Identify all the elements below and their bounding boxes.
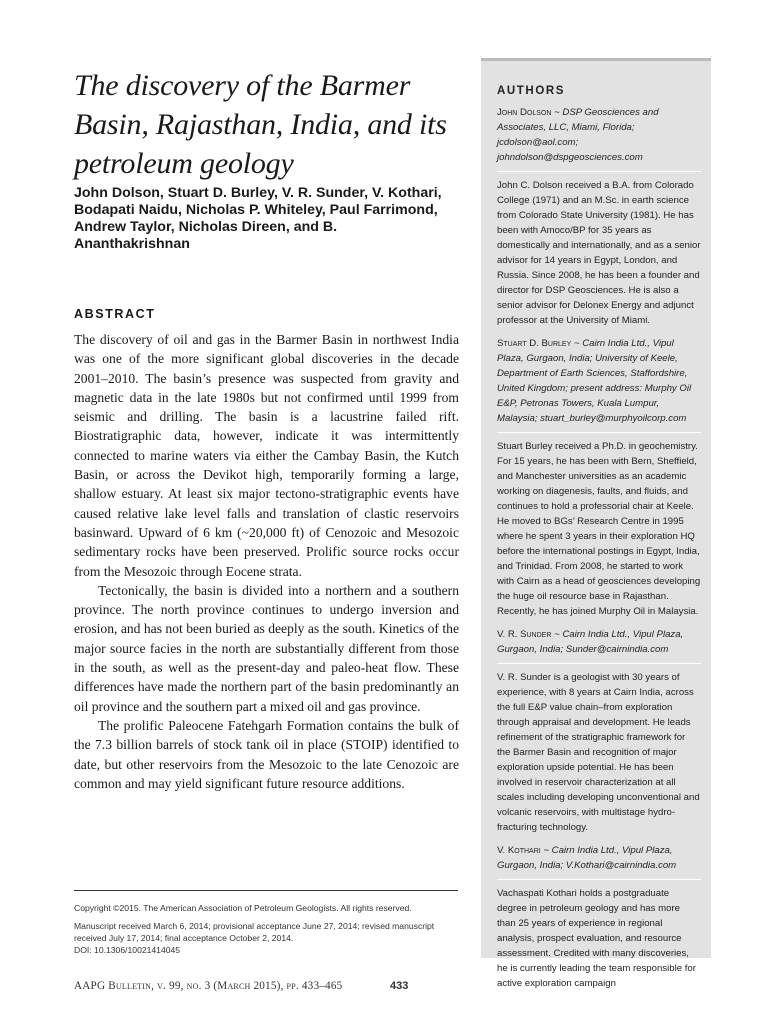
journal-citation: AAPG Bulletin, v. 99, no. 3 (March 2015), pp. 433–465 <box>74 980 343 992</box>
manuscript-history <box>74 920 464 956</box>
author-bio: Vachaspati Kothari holds a postgraduate degree in petroleum geology and has more than 25 years of experience in regional analysis, prospect evaluation, and resource assessment. Credited with many discoveries, he is currently leading the team responsible for active exploration campaign <box>497 888 696 989</box>
abstract-paragraph-3: The prolific Paleocene Fatehgarh Formation contains the bulk of the 7.3 billion barrels of stock tank oil in place (STOIP) identified to date, but other reservoirs from the Mesozoic to the late Cenozoic are common and may yield significant future resource additions. <box>74 717 459 791</box>
author-affiliation <box>497 105 701 172</box>
footnote-divider <box>74 890 458 891</box>
author-entry-sunder <box>497 627 701 835</box>
page-number: 433 <box>390 980 409 992</box>
author-list: John Dolson, Stuart D. Burley, V. R. Sunder, V. Kothari, Bodapati Naidu, Nicholas P. Whiteley, Paul Farrimond, Andrew Taylor, Nicholas Direen, and B. Ananthakrishnan <box>74 185 442 252</box>
copyright-notice: Copyright ©2015. The American Association of Petroleum Geologists. All rights reserved. <box>74 903 412 913</box>
abstract-paragraph-2: Tectonically, the basin is divided into a northern and a southern province. The north province continues to undergo inversion and erosion, and has not been buried as deeply as the south. Kinetics of the major source facies in the north are substantially different from those in the south, as well as the present-day and paleo-heat flow. These differences have made the northern part of the basin predominantly an oil province and the southern part a mixed oil and gas province. <box>74 582 459 714</box>
author-name: V. R. Sunder <box>497 629 552 640</box>
article-title: The discovery of the Barmer Basin, Rajasthan, India, and its petroleum geology <box>74 69 447 180</box>
author-bio: John C. Dolson received a B.A. from Colorado College (1971) and an M.Sc. in earth science from Colorado State University (1981). He has been with Amoco/BP for 35 years as domestically and internationally, and as a senior advisor for 14 years in Egypt, London, and Russia. Since 2008, he has been a founder and director for DSP Geosciences. He is also a senior advisor for Delonex Energy and adjunct professor at the University of Miami. <box>497 180 701 326</box>
affiliation-text: ~ Cairn India Ltd., Vipul Plaza, Gurgaon, India; V.Kothari@cairnindia.com <box>497 845 677 871</box>
copyright-block <box>74 902 464 962</box>
author-affiliation <box>497 336 701 433</box>
authors-heading: AUTHORS <box>497 85 566 97</box>
author-name: John Dolson <box>497 107 552 118</box>
author-name: Stuart D. Burley <box>497 338 572 349</box>
affiliation-text: ~ DSP Geosciences and Associates, LLC, Miami, Florida; jcdolson@aol.com; johndolson@dspgeosciences.com <box>497 107 659 163</box>
author-affiliation <box>497 627 701 664</box>
abstract-body <box>74 330 459 793</box>
author-entry-dolson <box>497 105 701 328</box>
abstract-paragraph-1: The discovery of oil and gas in the Barmer Basin in northwest India was one of the more significant global discoveries in the decade 2001–2010. The basin’s presence was suspected from gravity and magnetic data in the late 1980s but not confirmed until 1999 from seismic and drilling. The basin is a lacustrine failed rift. Biostratigraphic data, however, indicate it was intermittently connected to marine waters via either the Cambay Basin, the Kutch Basin, or across the Devikot high, temporarily forming a large, shallow estuary. At least six major tectono-stratigraphic events have caused relative lake level falls and translation of clastic reservoirs basinward. Upward of 6 km (~20,000 ft) of Cenozoic and Mesozoic sedimentary rocks have been preserved. Prolific source rocks occur from the Mesozoic through Eocene strata. <box>74 332 459 579</box>
author-affiliation <box>497 843 701 880</box>
authors-sidebar <box>481 58 711 989</box>
abstract-heading: ABSTRACT <box>74 307 156 321</box>
affiliation-text: ~ Cairn India Ltd., Vipul Plaza, Gurgaon, India; University of Keele, Department of Earth Sciences, Staffordshire, United Kingdom; present address: Murphy Oil E&P, Petronas Towers, Kuala Lumpur, Malaysia; stuart_burley@murphyoilcorp.com <box>497 338 692 424</box>
page-footer <box>74 980 414 992</box>
author-entry-kothari <box>497 843 701 991</box>
author-bio: V. R. Sunder is a geologist with 30 years of experience, with 8 years at Cairn India, across the full E&P value chain–from exploration through appraisal and development. He leads refinement of the stratigraphic framework for the Barmer Basin and recognition of major exploration upside potential. He has been involved in reservoir characterization at all scales including developing unconventional and volcanic reservoirs, with multistage hydro-fracturing technology. <box>497 672 700 833</box>
author-name: V. Kothari <box>497 845 541 856</box>
affiliation-text: ~ Cairn India Ltd., Vipul Plaza, Gurgaon, India; Sunder@cairnindia.com <box>497 629 684 655</box>
author-entry-burley <box>497 336 701 619</box>
author-bio: Stuart Burley received a Ph.D. in geochemistry. For 15 years, he has been with Bern, Sheffield, and Manchester universities as an academic working on diagenesis, faults, and fluids, and continues to hold a professorial chair at Keele. He moved to BGs’ Research Centre in 1995 where he spent 3 years in their exploration HQ before the international postings in Egypt, India, and Trinidad. From 2008, he started to work with Cairn as a head of geosciences developing the huge oil resource base in Rajasthan. Recently, he has joined Murphy Oil in Malaysia. <box>497 441 701 617</box>
doi-text: DOI: 10.1306/10021414045 <box>74 945 181 955</box>
manuscript-dates: Manuscript received March 6, 2014; provisional acceptance June 27, 2014; revised manuscript received July 17, 2014; final acceptance October 2, 2014. <box>74 921 435 943</box>
